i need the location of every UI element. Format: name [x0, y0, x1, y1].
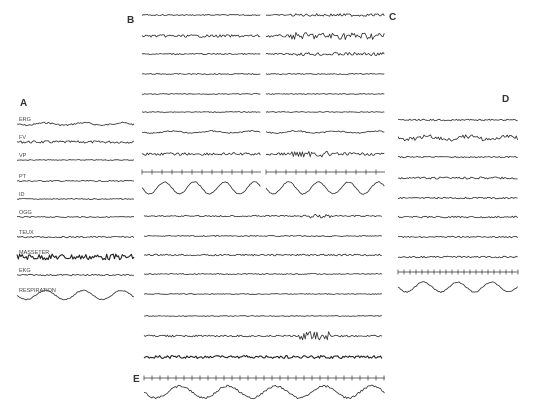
panel-e-letter: E: [133, 374, 140, 385]
panel-c-letter: C: [389, 12, 397, 23]
eeg-trace: [142, 153, 260, 156]
eeg-trace: [398, 177, 518, 179]
panel-c: [266, 14, 385, 195]
eeg-trace: [142, 53, 260, 54]
eeg-trace: [142, 112, 260, 113]
eeg-trace: [144, 274, 382, 275]
eeg-trace: [398, 216, 518, 218]
channel-label: OGG: [19, 210, 32, 216]
eeg-trace: [266, 14, 384, 17]
eeg-trace: [17, 141, 134, 144]
eeg-trace: [266, 32, 384, 39]
eeg-trace: [17, 217, 134, 218]
eeg-trace: [144, 316, 382, 317]
eeg-trace: [398, 197, 518, 199]
channel-label: PT: [19, 174, 27, 180]
eeg-trace: [266, 94, 384, 95]
channel-label: TEUX: [19, 230, 34, 236]
eeg-trace: [398, 119, 518, 121]
eeg-trace: [144, 294, 382, 295]
panel-a-letter: A: [20, 98, 28, 109]
eeg-trace: [398, 135, 518, 141]
eeg-trace: [266, 74, 384, 75]
eeg-trace: [266, 112, 384, 113]
eeg-trace: [144, 356, 382, 359]
channel-label: VP: [19, 153, 27, 159]
eeg-trace: [17, 180, 134, 181]
panel-b-letter: B: [127, 15, 135, 26]
eeg-trace: [398, 236, 518, 237]
eeg-trace: [144, 236, 382, 237]
respiration-trace: [398, 282, 518, 293]
eeg-trace: [142, 15, 260, 16]
eeg-trace: [17, 160, 134, 161]
eeg-trace: [144, 332, 382, 340]
channel-label: EKG: [19, 268, 31, 274]
panel-e: [144, 376, 385, 399]
panel-d-letter: D: [502, 94, 510, 105]
panel-a-channel-labels: [19, 117, 56, 294]
respiration-trace: [142, 182, 260, 195]
panel-d: [398, 119, 518, 292]
eeg-trace: [142, 131, 260, 134]
channel-label: MASSETER: [19, 250, 50, 256]
channel-label: ID: [19, 192, 25, 198]
channel-label: ERG: [19, 117, 31, 123]
respiration-trace: [266, 182, 384, 195]
eeg-trace: [266, 52, 384, 55]
channel-label: FV: [19, 135, 27, 141]
eeg-trace: [142, 35, 260, 38]
eeg-trace: [266, 151, 384, 157]
eeg-trace: [17, 236, 134, 237]
eeg-trace: [142, 94, 260, 95]
panel-a: [17, 122, 134, 300]
eeg-trace: [398, 256, 518, 258]
eeg-trace: [17, 199, 134, 200]
eeg-trace: [17, 274, 134, 275]
eeg-trace: [17, 122, 134, 126]
respiration-trace: [144, 385, 385, 399]
panel-b: [142, 15, 382, 359]
eeg-trace: [142, 74, 260, 75]
channel-label: RESPIRATION: [19, 288, 56, 294]
eeg-trace: [266, 131, 384, 134]
eeg-trace: [144, 254, 382, 256]
eeg-trace: [144, 214, 382, 218]
eeg-trace: [398, 156, 518, 157]
